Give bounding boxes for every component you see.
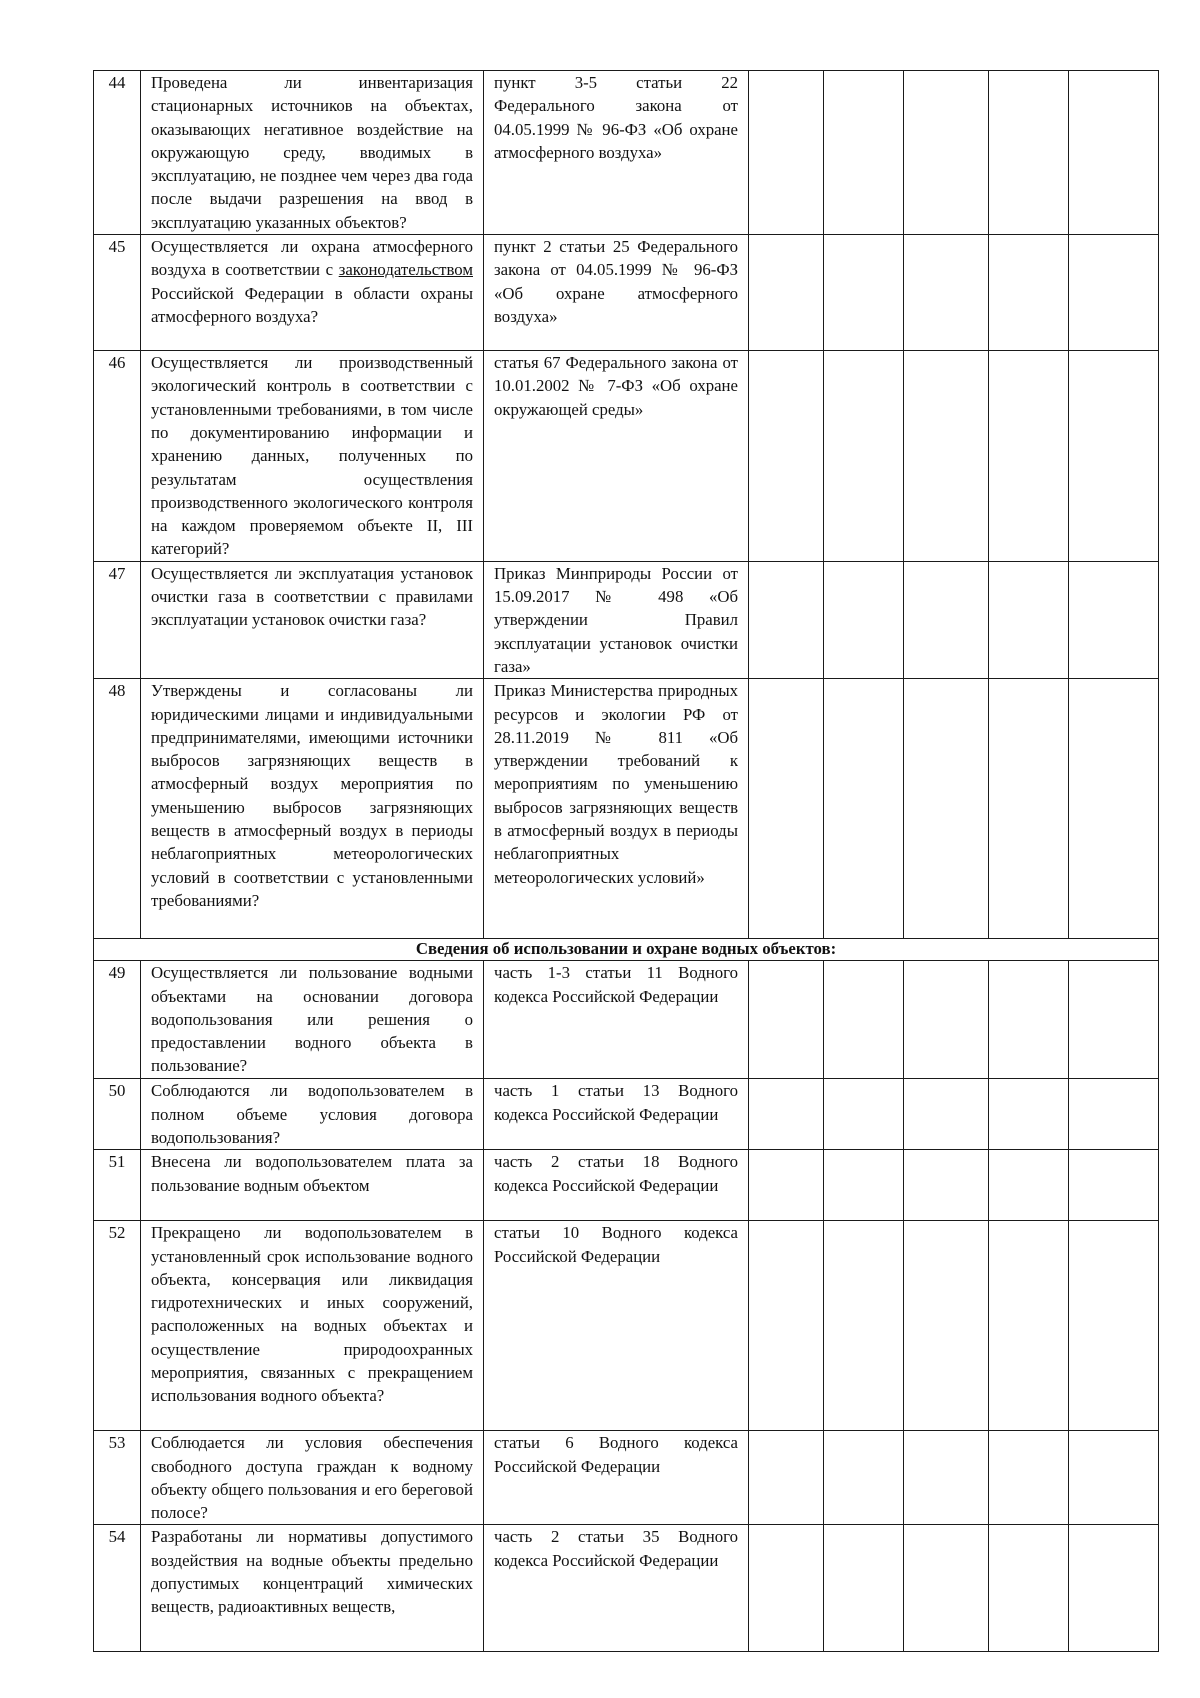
question-cell: Осуществляется ли производственный экологический контроль в соответствии с установленными требованиями, в том числе по документированию информации и хранению данных, полученных по результатам осуществления производственного экологического контроля на каждом проверяемом объекте II, III категорий? bbox=[141, 351, 484, 562]
blank-cell bbox=[989, 1525, 1069, 1652]
row-number: 52 bbox=[94, 1221, 141, 1431]
question-cell: Осуществляется ли пользование водными объектами на основании договора водопользования или решения о предоставлении водного объекта в пользование? bbox=[141, 961, 484, 1079]
question-cell: Утверждены и согласованы ли юридическими лицами и индивидуальными предпринимателями, имеющими источники выбросов загрязняющих веществ в атмосферный воздух мероприятия по уменьшению выбросов загрязняющих веществ в атмосферный воздух в периоды неблагоприятных метеорологических условий в соответствии с установленными требованиями? bbox=[141, 679, 484, 939]
reference-cell: часть 1 статьи 13 Водного кодекса Российской Федерации bbox=[484, 1079, 749, 1150]
blank-cell bbox=[1069, 235, 1159, 351]
row-number: 46 bbox=[94, 351, 141, 562]
blank-cell bbox=[824, 235, 904, 351]
blank-cell bbox=[749, 961, 824, 1079]
blank-cell bbox=[989, 1150, 1069, 1221]
blank-cell bbox=[824, 561, 904, 678]
blank-cell bbox=[904, 1431, 989, 1525]
blank-cell bbox=[1069, 1431, 1159, 1525]
blank-cell bbox=[749, 1525, 824, 1652]
blank-cell bbox=[749, 1431, 824, 1525]
blank-cell bbox=[824, 1079, 904, 1150]
blank-cell bbox=[904, 1150, 989, 1221]
blank-cell bbox=[1069, 961, 1159, 1079]
table-row bbox=[94, 679, 1159, 939]
reference-cell: статьи 6 Водного кодекса Российской Федерации bbox=[484, 1431, 749, 1525]
blank-cell bbox=[904, 1221, 989, 1431]
question-cell: Соблюдается ли условия обеспечения свободного доступа граждан к водному объекту общего пользования и его береговой полосе? bbox=[141, 1431, 484, 1525]
blank-cell bbox=[749, 235, 824, 351]
blank-cell bbox=[989, 235, 1069, 351]
blank-cell bbox=[749, 679, 824, 939]
reference-cell: часть 2 статьи 18 Водного кодекса Российской Федерации bbox=[484, 1150, 749, 1221]
table-row bbox=[94, 561, 1159, 678]
blank-cell bbox=[989, 1431, 1069, 1525]
reference-cell: часть 1-3 статьи 11 Водного кодекса Российской Федерации bbox=[484, 961, 749, 1079]
table-row bbox=[94, 71, 1159, 235]
question-cell: Разработаны ли нормативы допустимого воздействия на водные объекты предельно допустимых концентраций химических веществ, радиоактивных веществ, bbox=[141, 1525, 484, 1652]
row-number: 45 bbox=[94, 235, 141, 351]
row-number: 47 bbox=[94, 561, 141, 678]
row-number: 54 bbox=[94, 1525, 141, 1652]
question-cell: Осуществляется ли эксплуатация установок очистки газа в соответствии с правилами эксплуатации установок очистки газа? bbox=[141, 561, 484, 678]
question-cell: Внесена ли водопользователем плата за пользование водным объектом bbox=[141, 1150, 484, 1221]
blank-cell bbox=[749, 1079, 824, 1150]
blank-cell bbox=[904, 961, 989, 1079]
reference-cell: часть 2 статьи 35 Водного кодекса Российской Федерации bbox=[484, 1525, 749, 1652]
row-number: 44 bbox=[94, 71, 141, 235]
blank-cell bbox=[904, 71, 989, 235]
question-cell: Соблюдаются ли водопользователем в полном объеме условия договора водопользования? bbox=[141, 1079, 484, 1150]
table-row bbox=[94, 1150, 1159, 1221]
table-row bbox=[94, 961, 1159, 1079]
blank-cell bbox=[749, 71, 824, 235]
table-row bbox=[94, 1525, 1159, 1652]
reference-cell: статья 67 Федерального закона от 10.01.2002 № 7-ФЗ «Об охране окружающей среды» bbox=[484, 351, 749, 562]
blank-cell bbox=[989, 1079, 1069, 1150]
blank-cell bbox=[1069, 71, 1159, 235]
blank-cell bbox=[904, 561, 989, 678]
question-text-part: Российской Федерации в области охраны атмосферного воздуха? bbox=[151, 283, 473, 326]
blank-cell bbox=[1069, 679, 1159, 939]
table-row bbox=[94, 351, 1159, 562]
blank-cell bbox=[824, 1150, 904, 1221]
blank-cell bbox=[989, 1221, 1069, 1431]
blank-cell bbox=[1069, 1525, 1159, 1652]
blank-cell bbox=[749, 1221, 824, 1431]
row-number: 51 bbox=[94, 1150, 141, 1221]
blank-cell bbox=[749, 351, 824, 562]
question-text-part: Осуществляется ли охрана атмосферного воздуха в соответствии с bbox=[151, 237, 473, 280]
blank-cell bbox=[989, 961, 1069, 1079]
row-number: 49 bbox=[94, 961, 141, 1079]
question-cell: Проведена ли инвентаризация стационарных источников на объектах, оказывающих негативное воздействие на окружающую среду, вводимых в эксплуатацию, не позднее чем через два года после выдачи разрешения на ввод в эксплуатацию указанных объектов? bbox=[141, 71, 484, 235]
reference-cell: Приказ Министерства природных ресурсов и экологии РФ от 28.11.2019 № 811 «Об утверждении требований к мероприятиям по уменьшению выбросов загрязняющих веществ в атмосферный воздух в периоды неблагоприятных метеорологических условий» bbox=[484, 679, 749, 939]
blank-cell bbox=[749, 561, 824, 678]
blank-cell bbox=[1069, 351, 1159, 562]
row-number: 48 bbox=[94, 679, 141, 939]
blank-cell bbox=[1069, 561, 1159, 678]
row-number: 53 bbox=[94, 1431, 141, 1525]
table-row bbox=[94, 1221, 1159, 1431]
blank-cell bbox=[824, 1221, 904, 1431]
blank-cell bbox=[989, 351, 1069, 562]
blank-cell bbox=[904, 1079, 989, 1150]
checklist-table bbox=[93, 70, 1159, 1652]
legislation-link[interactable]: законодательством bbox=[338, 260, 473, 280]
blank-cell bbox=[749, 1150, 824, 1221]
reference-cell: пункт 3-5 статьи 22 Федерального закона от 04.05.1999 № 96-ФЗ «Об охране атмосферного воздуха» bbox=[484, 71, 749, 235]
blank-cell bbox=[1069, 1079, 1159, 1150]
blank-cell bbox=[904, 235, 989, 351]
row-number: 50 bbox=[94, 1079, 141, 1150]
blank-cell bbox=[824, 961, 904, 1079]
question-cell: Прекращено ли водопользователем в установленный срок использование водного объекта, консервация или ликвидация гидротехнических и иных сооружений, расположенных на водных объектах и осуществление природоохранных мероприятия, связанных с прекращением использования водного объекта? bbox=[141, 1221, 484, 1431]
blank-cell bbox=[1069, 1221, 1159, 1431]
reference-cell: статьи 10 Водного кодекса Российской Федерации bbox=[484, 1221, 749, 1431]
blank-cell bbox=[989, 561, 1069, 678]
blank-cell bbox=[989, 679, 1069, 939]
reference-cell: пункт 2 статьи 25 Федерального закона от 04.05.1999 № 96-ФЗ «Об охране атмосферного воздуха» bbox=[484, 235, 749, 351]
question-cell bbox=[141, 235, 484, 351]
blank-cell bbox=[824, 351, 904, 562]
blank-cell bbox=[824, 71, 904, 235]
section-header-row bbox=[94, 939, 1159, 961]
table-row bbox=[94, 1431, 1159, 1525]
section-title: Сведения об использовании и охране водных объектов: bbox=[94, 939, 1159, 961]
blank-cell bbox=[824, 1431, 904, 1525]
blank-cell bbox=[904, 679, 989, 939]
blank-cell bbox=[824, 1525, 904, 1652]
blank-cell bbox=[1069, 1150, 1159, 1221]
blank-cell bbox=[904, 1525, 989, 1652]
blank-cell bbox=[904, 351, 989, 562]
table-row bbox=[94, 1079, 1159, 1150]
table-row bbox=[94, 235, 1159, 351]
blank-cell bbox=[824, 679, 904, 939]
reference-cell: Приказ Минприроды России от 15.09.2017 № 498 «Об утверждении Правил эксплуатации установок очистки газа» bbox=[484, 561, 749, 678]
blank-cell bbox=[989, 71, 1069, 235]
